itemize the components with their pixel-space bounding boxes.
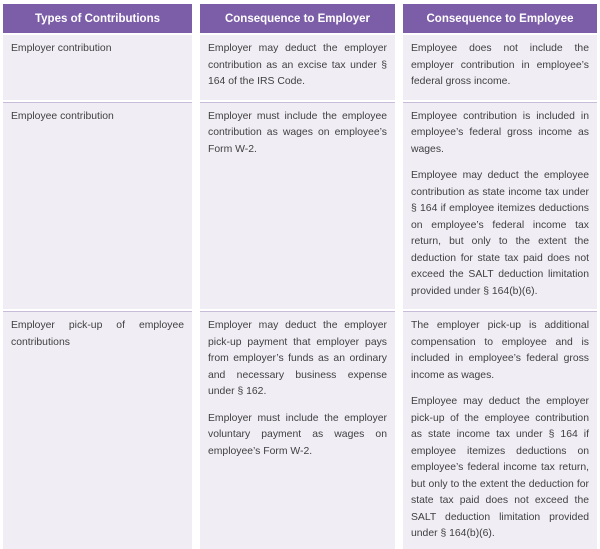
employee-consequence-paragraph: Employee does not include the employer contribution in employee’s federal gross income. [411, 43, 589, 87]
header-cell-types-of-contributions: Types of Contributions [3, 4, 192, 33]
table-row-employer-contribution [3, 35, 597, 100]
cell-contribution-type [3, 102, 192, 310]
table-row-employee-contribution [3, 102, 597, 310]
contribution-type-text: Employer pick-up of employee contributions [11, 320, 184, 348]
cell-employer-consequence [200, 35, 395, 100]
employee-consequence-paragraph: The employer pick-up is additional compensation to employee and is included in employee’s federal gross income as wages. [411, 320, 589, 381]
employer-consequence-paragraph: Employer may deduct the employer pick-up payment that employer pays from employer’s funds as an ordinary and necessary business expense under § 162. [208, 320, 387, 397]
employer-consequence-paragraph: Employer must include the employer voluntary payment as wages on employee’s Form W-2. [208, 412, 387, 457]
header-cell-consequence-to-employee: Consequence to Employee [403, 4, 597, 33]
cell-employee-consequence [403, 311, 597, 549]
employee-consequence-paragraph: Employee may deduct the employer pick-up of the employee contribution as state income tax under § 164 if employee itemizes deductions on employee’s federal income tax return, but only to the extent the deduction for state tax paid does not exceed the SALT deduction limitation provided under § 164(b)(6). [411, 396, 589, 539]
header-cell-consequence-to-employer: Consequence to Employer [200, 4, 395, 33]
contributions-consequences-table [3, 4, 597, 549]
cell-employee-consequence [403, 35, 597, 100]
employee-consequence-paragraph: Employee may deduct the employee contribution as state income tax under § 164 if employee itemizes deductions on employee’s federal income tax return, but only to the extent the deduction for state tax paid does not exceed the SALT deduction limitation provided under § 164(b)(6). [411, 170, 589, 297]
cell-contribution-type [3, 35, 192, 100]
contribution-type-text: Employer contribution [11, 43, 112, 54]
cell-employer-consequence [200, 311, 395, 549]
cell-contribution-type [3, 311, 192, 549]
cell-employer-consequence [200, 102, 395, 310]
contribution-type-text: Employee contribution [11, 110, 114, 122]
employer-consequence-paragraph: Employer may deduct the employer contribution as an excise tax under § 164 of the IRS Code. [208, 43, 387, 87]
table-row-employer-pickup [3, 311, 597, 549]
employer-consequence-paragraph: Employer must include the employee contribution as wages on employee’s Form W-2. [208, 110, 387, 155]
table-header-row [3, 4, 597, 33]
employee-consequence-paragraph: Employee contribution is included in employee’s federal gross income as wages. [411, 110, 589, 155]
cell-employee-consequence [403, 102, 597, 310]
